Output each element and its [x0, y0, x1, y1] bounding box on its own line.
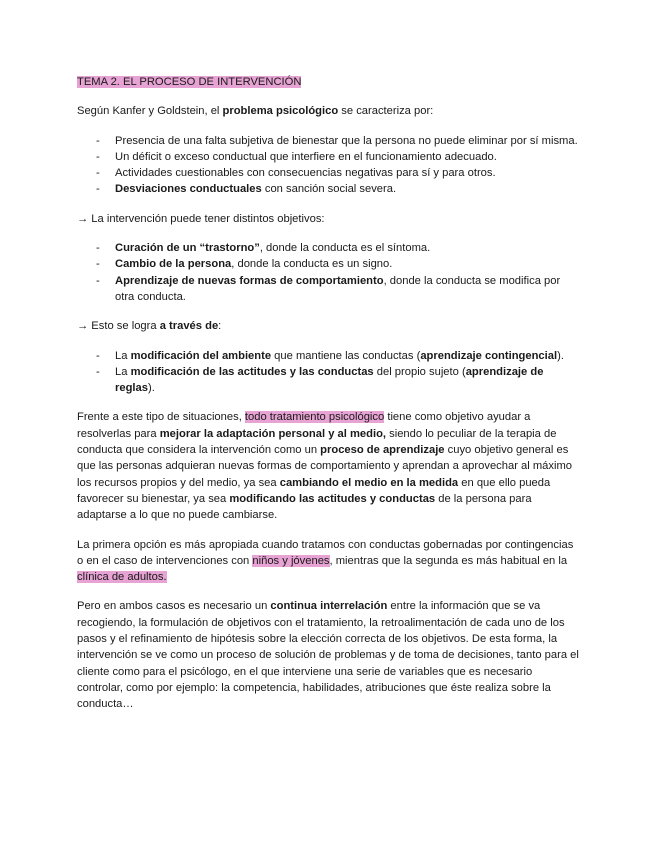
problem-item-text: Un déficit o exceso conductual que interfiere en el funcionamiento adecuado.	[115, 150, 497, 163]
objective-bold: Curación de un “trastorno”	[115, 242, 260, 255]
means-text: La	[115, 349, 131, 362]
problem-item	[77, 181, 579, 197]
objectives-list	[77, 240, 579, 305]
para-text: cuyo objetivo general es que las personas adquieran nuevas formas de comportamiento y aprendan a aprovechar al máximo los recursos propios y del medio, ya sea	[77, 444, 573, 489]
objective-item	[77, 256, 579, 272]
para-bold: continua interrelación	[270, 600, 388, 613]
means-bold: modificación del ambiente	[130, 349, 272, 362]
objective-text: , donde la conducta es el síntoma.	[259, 242, 431, 255]
problem-list	[77, 133, 579, 198]
interrelation-paragraph	[77, 598, 579, 712]
title-highlight: TEMA 2. EL PROCESO DE INTERVENCIÓN	[77, 76, 302, 88]
problem-item	[77, 165, 579, 181]
means-list	[77, 348, 579, 397]
document-title	[77, 74, 579, 90]
problem-item	[77, 133, 579, 149]
para-text: de la persona para adaptarse a lo que no puede cambiarse.	[77, 492, 532, 522]
objective-text: , donde la conducta se modifica por otra conducta.	[115, 274, 561, 303]
means-bold: modificación de las actitudes y las conductas	[130, 365, 374, 378]
para-text: tiene como objetivo ayudar a resolverlas para	[77, 411, 531, 440]
intro-paragraph	[77, 103, 579, 119]
means-text: La	[115, 365, 131, 378]
objective-text: , donde la conducta es un signo.	[231, 258, 393, 271]
means-text: ).	[147, 382, 155, 395]
para-text: siendo lo peculiar de la terapia de conducta que considera la intervención como un	[77, 427, 557, 457]
document-content	[77, 74, 579, 726]
para-text: Frente a este tipo de situaciones,	[77, 411, 245, 424]
objective-item	[77, 273, 579, 306]
objective-bold: Aprendizaje de nuevas formas de comportamiento	[115, 274, 384, 287]
means-heading	[77, 318, 579, 334]
objectives-heading: → La intervención puede tener distintos objetivos:	[77, 212, 325, 225]
means-heading-colon: :	[218, 320, 222, 333]
problem-item-text: con sanción social severa.	[261, 183, 397, 196]
problem-item	[77, 149, 579, 165]
intro-bold: problema psicológico	[222, 105, 339, 118]
means-text: que mantiene las conductas (	[271, 349, 421, 362]
options-paragraph	[77, 537, 579, 586]
problem-item-text: Presencia de una falta subjetiva de bienestar que la persona no puede eliminar por sí misma.	[115, 134, 578, 147]
means-item	[77, 348, 579, 364]
means-heading-bold: a través de	[159, 320, 219, 333]
means-text: ).	[557, 349, 564, 362]
problem-item-bold: Desviaciones conductuales	[115, 183, 262, 196]
intro-text: Según Kanfer y Goldstein, el	[77, 105, 223, 118]
para-bold: modificando las actitudes y conductas	[229, 492, 436, 505]
means-item	[77, 364, 579, 397]
means-bold: aprendizaje contingencial	[420, 349, 558, 362]
means-text: del propio sujeto (	[373, 365, 466, 378]
para-text: en que ello pueda favorecer su bienestar, ya sea	[77, 476, 551, 505]
para-text: , mientras que la segunda es más habitual en la	[329, 554, 568, 567]
highlighted-text: todo tratamiento psicológico	[244, 411, 385, 424]
highlighted-text: niños y jóvenes	[252, 554, 330, 567]
objective-item	[77, 240, 579, 256]
intro-text-end: se caracteriza por:	[338, 105, 434, 118]
objective-bold: Cambio de la persona	[115, 258, 232, 271]
para-bold: proceso de aprendizaje	[320, 444, 445, 457]
means-heading-text: → Esto se logra	[77, 320, 160, 333]
para-bold: mejorar la adaptación personal y al medio,	[159, 427, 387, 440]
para-text: entre la información que se va recogiendo, la formulación de objetivos con el tratamiento, la retroalimentación de cada uno de los pasos y el refinamiento de hipótesis sobre la elección correcta de los objetivos. De esta forma, la intervención se ve como un proceso de solución de problemas y de toma de decisiones, tanto para el cliente como para el psicólogo, en el que interviene una serie de variables que es necesario controlar, como por ejemplo: la competencia, habilidades, atribuciones que éste realiza sobre la conducta…	[77, 600, 579, 711]
problem-item-text: Actividades cuestionables con consecuencias negativas para sí y para otros.	[115, 167, 496, 180]
highlighted-text: clínica de adultos.	[77, 571, 167, 584]
para-text: Pero en ambos casos es necesario un	[77, 600, 271, 613]
para-bold: cambiando el medio en la medida	[279, 476, 459, 489]
treatment-paragraph	[77, 409, 579, 523]
means-bold: aprendizaje de reglas	[115, 365, 544, 395]
para-text: La primera opción es más apropiada cuando tratamos con conductas gobernadas por contingencias o en el caso de intervenciones con	[77, 538, 574, 567]
